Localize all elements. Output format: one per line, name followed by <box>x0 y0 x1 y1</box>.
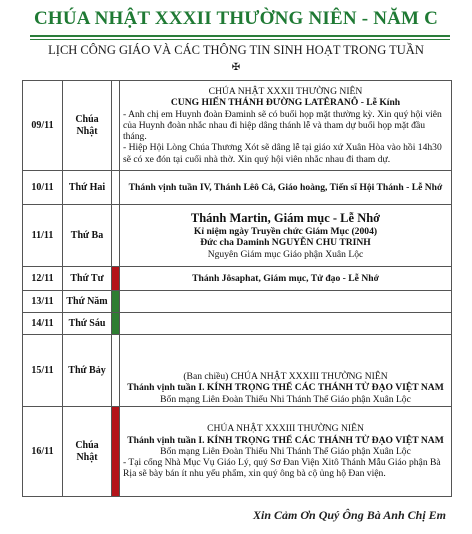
day-cell: Chúa Nhật <box>63 81 112 171</box>
day-cell: Thứ Ba <box>63 205 112 267</box>
liturgical-color-red <box>112 267 120 291</box>
date-cell: 15/11 <box>23 335 63 407</box>
day-cell: Thứ Hai <box>63 171 112 205</box>
event-anniversary: Kỉ niệm ngày Truyền chức Giám Mục (2004) <box>193 225 378 237</box>
weekly-calendar-table <box>22 80 452 497</box>
page-title: CHÚA NHẬT XXXII THƯỜNG NIÊN - NĂM C <box>33 8 439 29</box>
event-line: (Ban chiều) CHÚA NHẬT XXXIII THƯỜNG NIÊN <box>183 371 388 383</box>
date-cell: 11/11 <box>23 205 63 267</box>
date-cell: 09/11 <box>23 81 63 171</box>
liturgical-color-green <box>112 291 120 313</box>
day-cell: Thứ Sáu <box>63 313 112 335</box>
table-row <box>23 81 452 171</box>
event-line: Bổn mạng Liên Đoàn Thiếu Nhi Thánh Thể Giáo phận Xuân Lộc <box>160 393 411 405</box>
event-line: Bổn mạng Liên Đoàn Thiếu Nhi Thánh Thể Giáo phận Xuân Lộc <box>160 445 411 457</box>
day-cell: Chúa Nhật <box>63 407 112 497</box>
date-cell: 12/11 <box>23 267 63 291</box>
table-row <box>23 313 452 335</box>
day-cell: Thứ Năm <box>63 291 112 313</box>
cross-icon: ✠ <box>231 62 241 73</box>
date-cell: 14/11 <box>23 313 63 335</box>
event-cell <box>120 313 452 335</box>
event-cell <box>120 407 452 497</box>
table-row <box>23 205 452 267</box>
event-feast: Thánh Martin, Giám mục - Lễ Nhớ <box>190 211 381 226</box>
event-feast: Thánh vịnh tuần I. KÍNH TRỌNG THỂ CÁC THÁNH TỬ ĐẠO VIỆT NAM <box>127 382 444 394</box>
liturgical-color-split <box>112 335 120 407</box>
liturgical-color-white <box>112 171 120 205</box>
footer-thanks: Xin Cảm Ơn Quý Ông Bà Anh Chị Em <box>253 508 446 522</box>
page-subtitle: LỊCH CÔNG GIÁO VÀ CÁC THÔNG TIN SINH HOẠT TRONG TUẦN <box>48 43 424 57</box>
liturgical-color-green <box>112 313 120 335</box>
day-cell: Thứ Bảy <box>63 335 112 407</box>
day-cell: Thứ Tư <box>63 267 112 291</box>
event-line: CHÚA NHẬT XXXIII THƯỜNG NIÊN <box>207 423 364 435</box>
date-cell: 10/11 <box>23 171 63 205</box>
table-row <box>23 335 452 407</box>
date-cell: 16/11 <box>23 407 63 497</box>
liturgical-color-red <box>112 407 120 497</box>
event-cell <box>120 335 452 407</box>
event-cell <box>120 291 452 313</box>
event-cell <box>120 205 452 267</box>
table-row <box>23 267 452 291</box>
event-cell: Thánh Jôsaphat, Giám mục, Tử đạo - Lễ Nhớ <box>120 267 452 291</box>
event-cell: Thánh vịnh tuần IV, Thánh Lêô Cả, Giáo hoàng, Tiến sĩ Hội Thánh - Lễ Nhớ <box>120 171 452 205</box>
event-line: CHÚA NHẬT XXXII THƯỜNG NIÊN <box>208 85 363 97</box>
event-feast: CUNG HIẾN THÁNH ĐƯỜNG LATÊRANÔ - Lễ Kính <box>170 97 401 109</box>
title-divider-thin <box>30 39 450 40</box>
event-note: - Anh chị em Huynh đoàn Đaminh sẽ có buổi họp mặt thường kỳ. Xin quý hội viên của Huynh đoàn nhắc nhau đi hiệp dâng thánh lễ và tham dự buổi họp mặt đầu tháng. <box>123 108 442 143</box>
event-feast: Thánh vịnh tuần I. KÍNH TRỌNG THỂ CÁC THÁNH TỬ ĐẠO VIỆT NAM <box>127 434 444 446</box>
table-row <box>23 407 452 497</box>
event-note: - Tại cổng Nhà Mục Vụ Giáo Lý, quý Sơ Đan Viện Xitô Thánh Mẫu Giáo phận Bà Rịa sẽ bày bán ít nhu yếu phẩm, xin quý ông bà cộ ủng hộ Đan viện. <box>123 457 441 480</box>
date-cell: 13/11 <box>23 291 63 313</box>
event-note: - Hiệp Hội Lòng Chúa Thương Xót sẽ dâng lễ tại giáo xứ Xuân Hòa vào hồi 14h30 sẽ có xe đón tại cuối nhà thờ. Xin quý hội viên nhắc nhau đi tham dự. <box>123 142 442 165</box>
table-row <box>23 171 452 205</box>
event-bishop-name: Đức cha Daminh NGUYỄN CHU TRINH <box>200 237 371 249</box>
event-line: Nguyên Giám mục Giáo phận Xuân Lộc <box>207 248 364 260</box>
table-row <box>23 291 452 313</box>
liturgical-color-white <box>112 81 120 171</box>
title-divider <box>30 35 450 37</box>
event-cell <box>120 81 452 171</box>
liturgical-color-white <box>112 205 120 267</box>
